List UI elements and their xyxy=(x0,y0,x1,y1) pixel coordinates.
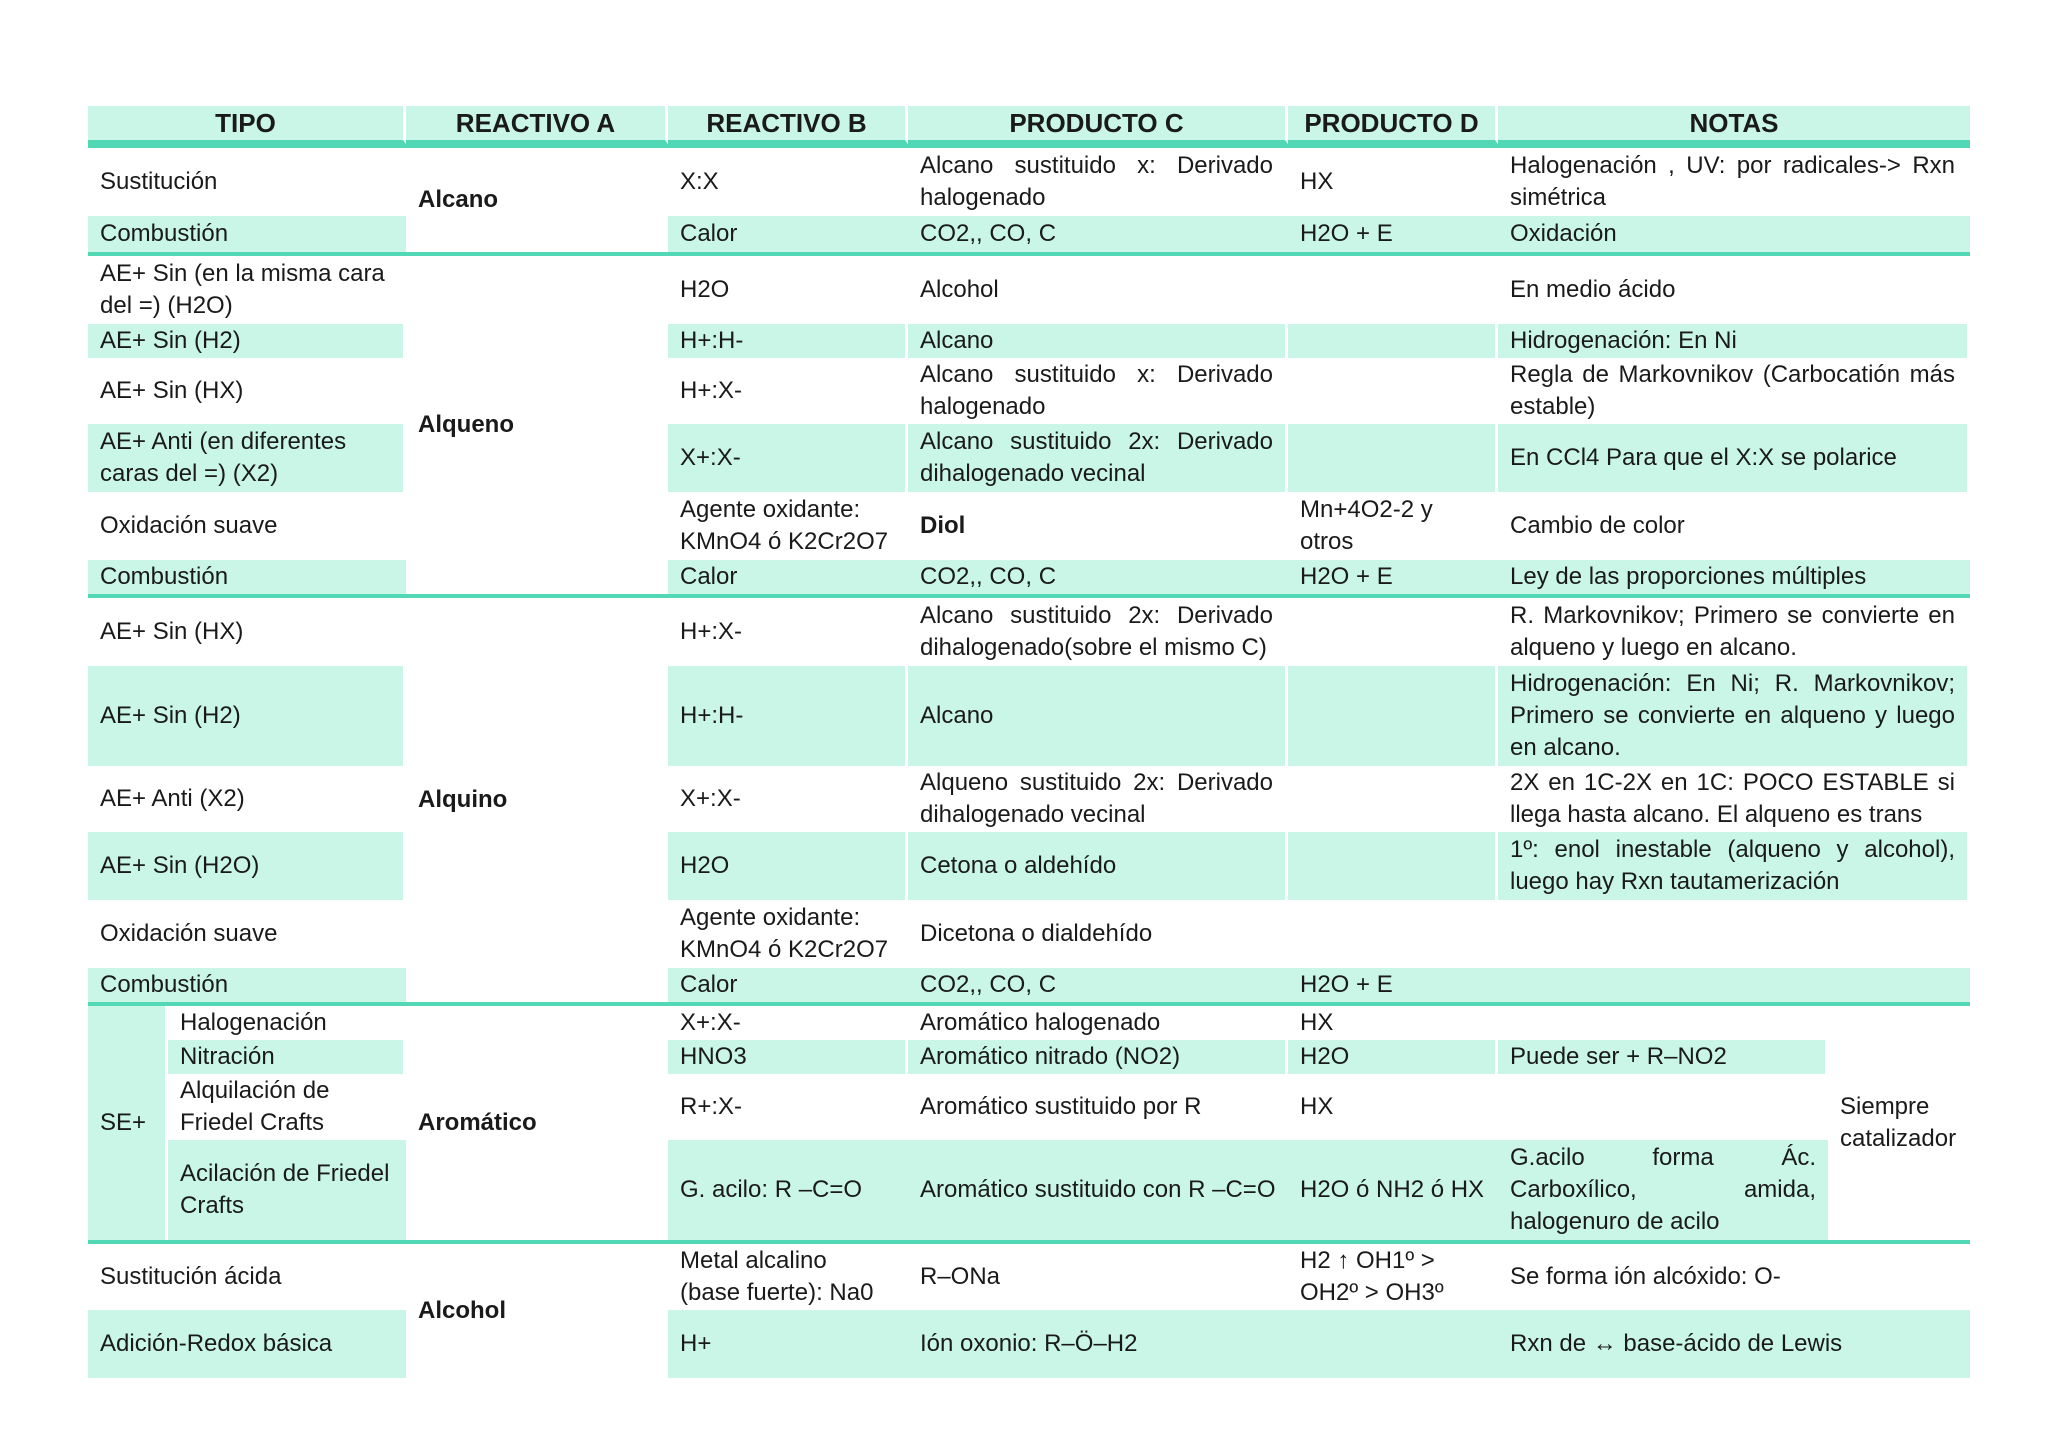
producto-d-cell xyxy=(1288,256,1498,324)
tipo-cell: AE+ Sin (en la misma cara del =) (H2O) xyxy=(88,256,406,324)
reactivo-b-cell: H+:X- xyxy=(668,598,908,666)
notas-cell: Puede ser + R–NO2 xyxy=(1498,1040,1828,1074)
producto-d-cell xyxy=(1288,1310,1498,1378)
reactivo-b-column xyxy=(668,1006,908,1240)
notas-column xyxy=(1498,148,1970,252)
producto-d-cell: H2 ↑ OH1º > OH2º > OH3º xyxy=(1288,1244,1498,1310)
producto-c-cell: Alcano sustituido 2x: Derivado dihalogenado(sobre el mismo C) xyxy=(908,598,1288,666)
producto-c-cell: Alcano sustituido 2x: Derivado dihalogenado vecinal xyxy=(908,424,1288,492)
producto-c-cell: Aromático sustituido con R –C=O xyxy=(908,1140,1288,1240)
reactivo-a-cell: Alcohol xyxy=(406,1244,668,1378)
producto-c-cell: Alqueno sustituido 2x: Derivado dihalogenado vecinal xyxy=(908,766,1288,832)
tipo-cell: AE+ Sin (H2) xyxy=(88,324,406,358)
reactivo-a-cell: Alqueno xyxy=(406,256,668,594)
tipo-cell: AE+ Sin (HX) xyxy=(88,358,406,424)
header-reactivo-b: REACTIVO B xyxy=(668,106,908,144)
reactivo-b-cell: Agente oxidante: KMnO4 ó K2Cr2O7 xyxy=(668,492,908,560)
producto-d-cell xyxy=(1288,666,1498,766)
reaction-group xyxy=(88,1244,1970,1378)
producto-d-cell: Mn+4O2-2 y otros xyxy=(1288,492,1498,560)
producto-c-cell: Aromático halogenado xyxy=(908,1006,1288,1040)
reaction-group xyxy=(88,148,1970,252)
producto-d-column xyxy=(1288,598,1498,1002)
tipo-column xyxy=(88,148,406,252)
producto-c-cell: Aromático sustituido por R xyxy=(908,1074,1288,1140)
producto-c-cell: Alcano xyxy=(908,666,1288,766)
tipo-column xyxy=(88,1006,406,1240)
notas-merged-cell: Siempre catalizador xyxy=(1828,1006,1970,1240)
notas-column xyxy=(1498,1244,1970,1378)
tipo-cell: Adición-Redox básica xyxy=(88,1310,406,1378)
reactivo-b-cell: Calor xyxy=(668,216,908,252)
tipo-column xyxy=(88,256,406,594)
notas-cell: Rxn de ↔ base-ácido de Lewis xyxy=(1498,1310,1970,1378)
producto-c-cell: CO2,, CO, C xyxy=(908,216,1288,252)
tipo-cell: Sustitución xyxy=(88,148,406,216)
notas-cell: Se forma ión alcóxido: O- xyxy=(1498,1244,1970,1310)
reactivo-b-cell: H+:X- xyxy=(668,358,908,424)
tipo-cell: AE+ Anti (en diferentes caras del =) (X2) xyxy=(88,424,406,492)
reactivo-b-cell: R+:X- xyxy=(668,1074,908,1140)
producto-d-cell xyxy=(1288,598,1498,666)
table-body xyxy=(88,144,1970,1378)
notas-cell xyxy=(1498,968,1970,1002)
tipo-cell: Combustión xyxy=(88,968,406,1002)
producto-d-cell: HX xyxy=(1288,1006,1498,1040)
notas-split xyxy=(1498,1006,1970,1240)
reaction-group xyxy=(88,598,1970,1002)
notas-cell: En medio ácido xyxy=(1498,256,1970,324)
tipo-cell: AE+ Sin (H2) xyxy=(88,666,406,766)
reactivo-b-cell: X+:X- xyxy=(668,424,908,492)
reactivo-b-column xyxy=(668,148,908,252)
producto-d-column xyxy=(1288,148,1498,252)
notas-cell xyxy=(1498,1006,1828,1040)
tipo-column xyxy=(88,1244,406,1378)
producto-c-cell: Alcano sustituido x: Derivado halogenado xyxy=(908,358,1288,424)
notas-cell: Hidrogenación: En Ni xyxy=(1498,324,1970,358)
producto-c-cell: Diol xyxy=(908,492,1288,560)
producto-c-column xyxy=(908,1006,1288,1240)
producto-c-cell: Ión oxonio: R–Ö–H2 xyxy=(908,1310,1288,1378)
tipo-cell: Acilación de Friedel Crafts xyxy=(168,1140,406,1240)
producto-d-cell xyxy=(1288,900,1498,968)
producto-c-cell: Alcohol xyxy=(908,256,1288,324)
notas-cell: 1º: enol inestable (alqueno y alcohol), luego hay Rxn tautamerización xyxy=(1498,832,1970,900)
tipo-cell: Combustión xyxy=(88,216,406,252)
table-header-row xyxy=(88,106,1970,144)
notas-cell: Hidrogenación: En Ni; R. Markovnikov; Primero se convierte en alqueno y luego en alcano. xyxy=(1498,666,1970,766)
header-notas: NOTAS xyxy=(1498,106,1970,144)
notas-cell: Regla de Markovnikov (Carbocatión más estable) xyxy=(1498,358,1970,424)
tipo-outer-cell: SE+ xyxy=(88,1006,168,1240)
tipo-cell: Combustión xyxy=(88,560,406,594)
notas-cell: En CCl4 Para que el X:X se polarice xyxy=(1498,424,1970,492)
producto-c-cell: CO2,, CO, C xyxy=(908,968,1288,1002)
reactivo-b-cell: X+:X- xyxy=(668,1006,908,1040)
producto-d-cell: H2O + E xyxy=(1288,560,1498,594)
reactivo-b-cell: Calor xyxy=(668,560,908,594)
reactivo-a-cell: Alquino xyxy=(406,598,668,1002)
tipo-cell: AE+ Sin (HX) xyxy=(88,598,406,666)
notas-cell xyxy=(1498,1074,1828,1140)
producto-d-cell: H2O ó NH2 ó HX xyxy=(1288,1140,1498,1240)
tipo-cell: Alquilación de Friedel Crafts xyxy=(168,1074,406,1140)
header-producto-c: PRODUCTO C xyxy=(908,106,1288,144)
producto-d-cell: HX xyxy=(1288,148,1498,216)
producto-d-column xyxy=(1288,256,1498,594)
reactivo-b-cell: H2O xyxy=(668,832,908,900)
producto-c-cell: Dicetona o dialdehído xyxy=(908,900,1288,968)
reactivo-a-cell: Aromático xyxy=(406,1006,668,1240)
notas-column xyxy=(1498,598,1970,1002)
producto-c-cell: CO2,, CO, C xyxy=(908,560,1288,594)
tipo-column xyxy=(88,598,406,1002)
reaction-group xyxy=(88,1006,1970,1240)
notas-inner-stack xyxy=(1498,1006,1828,1240)
reactivo-b-cell: G. acilo: R –C=O xyxy=(668,1140,908,1240)
notas-column xyxy=(1498,1006,1970,1240)
notas-cell: Oxidación xyxy=(1498,216,1970,252)
tipo-cell: Halogenación xyxy=(168,1006,406,1040)
reactivo-b-cell: H2O xyxy=(668,256,908,324)
tipo-cell: AE+ Sin (H2O) xyxy=(88,832,406,900)
notas-column xyxy=(1498,256,1970,594)
reactivo-b-cell: H+ xyxy=(668,1310,908,1378)
tipo-split xyxy=(88,1006,406,1240)
producto-c-column xyxy=(908,256,1288,594)
producto-d-cell: H2O xyxy=(1288,1040,1498,1074)
producto-d-cell: H2O + E xyxy=(1288,216,1498,252)
reactivo-b-cell: X+:X- xyxy=(668,766,908,832)
producto-d-cell: HX xyxy=(1288,1074,1498,1140)
notas-cell: Cambio de color xyxy=(1498,492,1970,560)
producto-c-cell: Aromático nitrado (NO2) xyxy=(908,1040,1288,1074)
tipo-inner-stack xyxy=(168,1006,406,1240)
producto-c-column xyxy=(908,1244,1288,1378)
producto-d-cell xyxy=(1288,766,1498,832)
notas-cell: Ley de las proporciones múltiples xyxy=(1498,560,1970,594)
notas-cell: 2X en 1C-2X en 1C: POCO ESTABLE si llega hasta alcano. El alqueno es trans xyxy=(1498,766,1970,832)
producto-d-cell xyxy=(1288,358,1498,424)
header-producto-d: PRODUCTO D xyxy=(1288,106,1498,144)
tipo-cell: Nitración xyxy=(168,1040,406,1074)
tipo-cell: Sustitución ácida xyxy=(88,1244,406,1310)
reactivo-b-cell: Metal alcalino (base fuerte): Na0 xyxy=(668,1244,908,1310)
reactivo-b-cell: H+:H- xyxy=(668,324,908,358)
producto-d-cell xyxy=(1288,324,1498,358)
header-reactivo-a: REACTIVO A xyxy=(406,106,668,144)
producto-c-column xyxy=(908,598,1288,1002)
reaction-table xyxy=(88,106,1970,1378)
header-tipo: TIPO xyxy=(88,106,406,144)
producto-c-cell: Alcano sustituido x: Derivado halogenado xyxy=(908,148,1288,216)
producto-c-cell: R–ONa xyxy=(908,1244,1288,1310)
reactivo-b-column xyxy=(668,598,908,1002)
producto-c-column xyxy=(908,148,1288,252)
producto-d-column xyxy=(1288,1006,1498,1240)
reactivo-b-column xyxy=(668,256,908,594)
reaction-group xyxy=(88,256,1970,594)
notas-cell: G.acilo forma Ác. Carboxílico, amida, halogenuro de acilo xyxy=(1498,1140,1828,1240)
reactivo-b-cell: H+:H- xyxy=(668,666,908,766)
reactivo-b-cell: HNO3 xyxy=(668,1040,908,1074)
producto-c-cell: Alcano xyxy=(908,324,1288,358)
producto-d-cell: H2O + E xyxy=(1288,968,1498,1002)
tipo-cell: AE+ Anti (X2) xyxy=(88,766,406,832)
tipo-cell: Oxidación suave xyxy=(88,492,406,560)
producto-d-column xyxy=(1288,1244,1498,1378)
reactivo-b-cell: X:X xyxy=(668,148,908,216)
producto-d-cell xyxy=(1288,424,1498,492)
producto-d-cell xyxy=(1288,832,1498,900)
notas-cell: R. Markovnikov; Primero se convierte en alqueno y luego en alcano. xyxy=(1498,598,1970,666)
reactivo-b-cell: Agente oxidante: KMnO4 ó K2Cr2O7 xyxy=(668,900,908,968)
reactivo-a-cell: Alcano xyxy=(406,148,668,252)
reactivo-b-column xyxy=(668,1244,908,1378)
notas-cell: Halogenación , UV: por radicales-> Rxn simétrica xyxy=(1498,148,1970,216)
producto-c-cell: Cetona o aldehído xyxy=(908,832,1288,900)
reactivo-b-cell: Calor xyxy=(668,968,908,1002)
tipo-cell: Oxidación suave xyxy=(88,900,406,968)
notas-cell xyxy=(1498,900,1970,968)
